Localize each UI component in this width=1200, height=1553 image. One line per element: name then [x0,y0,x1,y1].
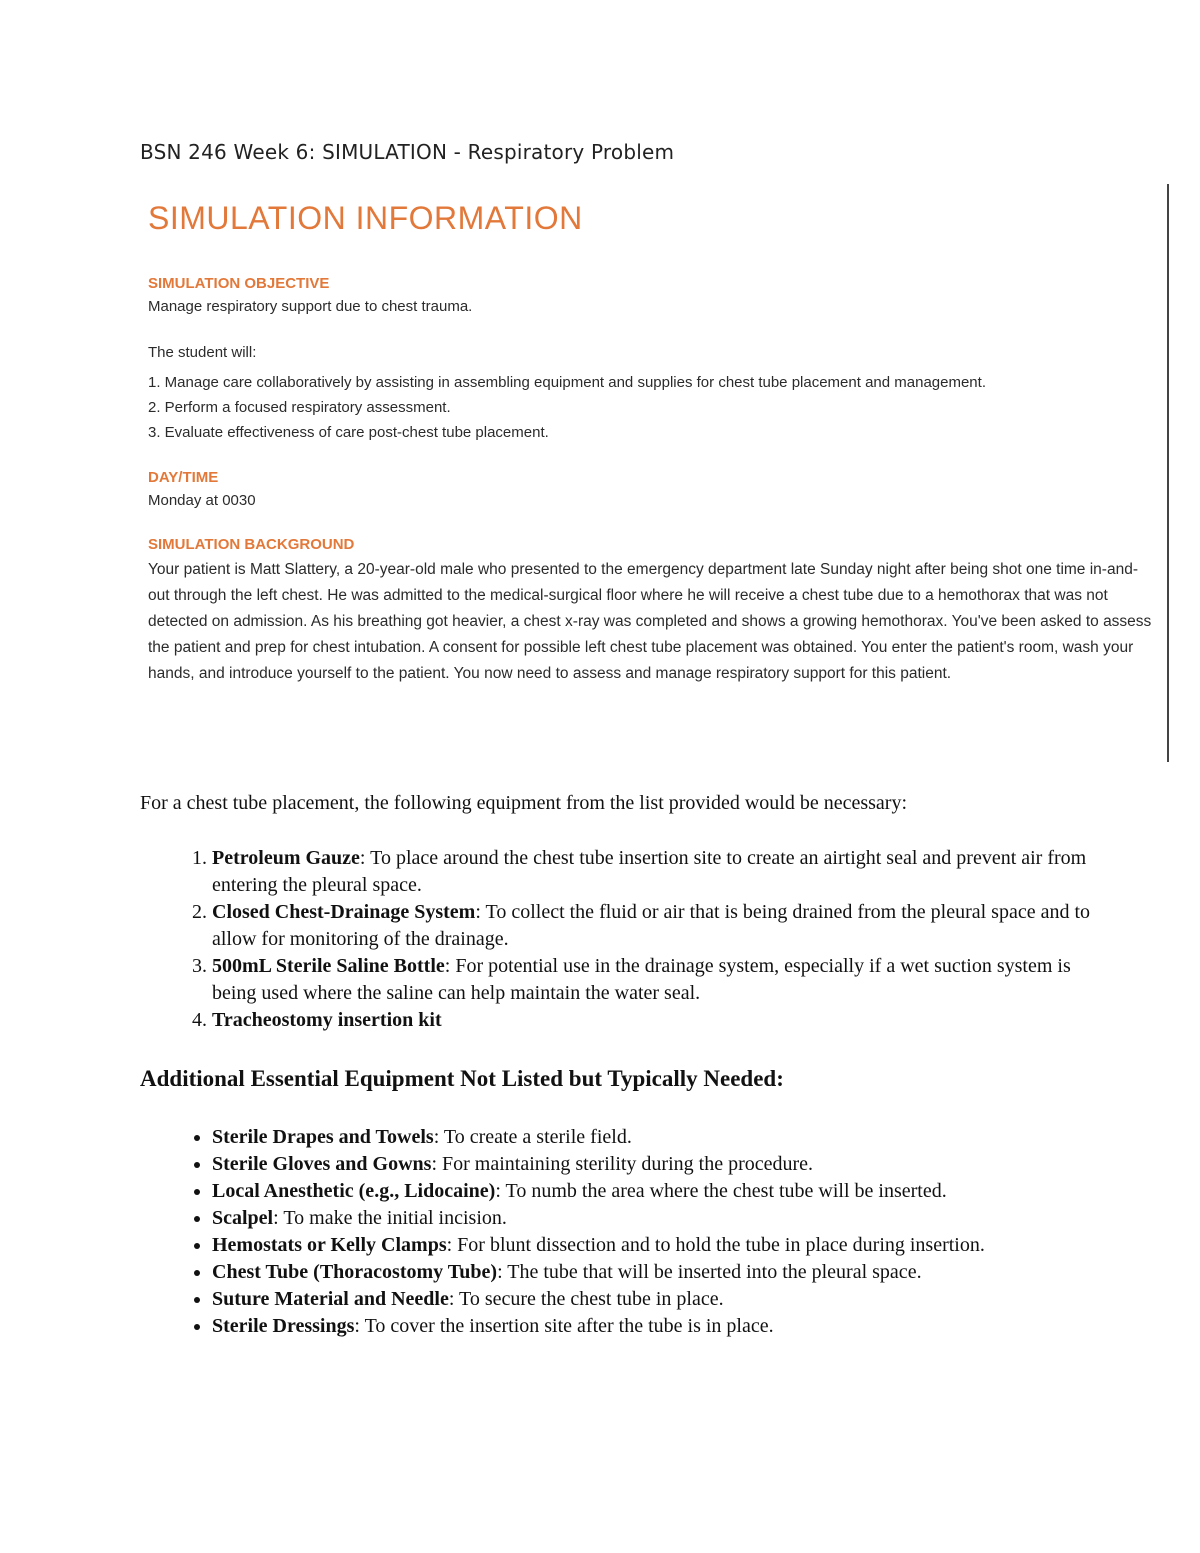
student-will-label: The student will: [148,344,257,361]
simulation-info-image [148,200,1158,711]
additional-item [212,1286,1100,1313]
daytime-heading: DAY/TIME [148,469,219,486]
equipment-item-name: Tracheostomy insertion kit [212,1009,442,1031]
equipment-item-desc: : For potential use in the drainage system, especially if a wet suction system is being used where the saline can help maintain the water seal. [212,955,1071,1004]
objective-section [148,275,1158,318]
equipment-list [140,845,1100,1034]
objective-text: Manage respiratory support due to chest trauma. [148,298,473,315]
equipment-item [212,953,1100,1007]
equipment-item-name: Petroleum Gauze [212,847,360,869]
additional-item-desc: : To numb the area where the chest tube will be inserted. [495,1180,947,1202]
additional-item-name: Sterile Drapes and Towels [212,1126,434,1148]
simulation-title: SIMULATION INFORMATION [148,200,583,236]
student-will-item: 2. Perform a focused respiratory assessment. [148,399,451,416]
background-heading: SIMULATION BACKGROUND [148,536,355,553]
additional-item-name: Sterile Dressings [212,1315,355,1337]
equipment-item-name: Closed Chest-Drainage System [212,901,476,923]
additional-item-name: Chest Tube (Thoracostomy Tube) [212,1261,498,1283]
additional-item [212,1259,1100,1286]
additional-item-name: Hemostats or Kelly Clamps [212,1234,447,1256]
additional-item-desc: : The tube that will be inserted into the pleural space. [497,1261,922,1283]
additional-item-name: Suture Material and Needle [212,1288,449,1310]
additional-item-desc: : To cover the insertion site after the tube is in place. [354,1315,774,1337]
additional-item [212,1232,1100,1259]
equipment-item [212,845,1100,899]
additional-equipment-heading: Additional Essential Equipment Not Listed but Typically Needed: [140,1066,784,1091]
document-body [140,790,1100,1340]
equipment-item-desc: : To place around the chest tube insertion site to create an airtight seal and prevent air from entering the pleural space. [212,847,1087,896]
vertical-divider [1167,184,1169,762]
daytime-text: Monday at 0030 [148,492,256,509]
additional-item-name: Scalpel [212,1207,274,1229]
additional-item [212,1178,1100,1205]
additional-item [212,1313,1100,1340]
equipment-intro: For a chest tube placement, the following equipment from the list provided would be necessary: [140,792,908,814]
additional-item-desc: : For blunt dissection and to hold the tube in place during insertion. [446,1234,985,1256]
daytime-section [148,469,1158,512]
additional-item-name: Local Anesthetic (e.g., Lidocaine) [212,1180,496,1202]
additional-item-desc: : To make the initial incision. [273,1207,507,1229]
additional-item [212,1205,1100,1232]
equipment-item-desc: : To collect the fluid or air that is being drained from the pleural space and to allow for monitoring of the drainage. [212,901,1091,950]
student-will-item: 3. Evaluate effectiveness of care post-chest tube placement. [148,424,549,441]
equipment-item [212,899,1100,953]
equipment-item-name: 500mL Sterile Saline Bottle [212,955,445,977]
document-header-title: BSN 246 Week 6: SIMULATION - Respiratory Problem [140,140,675,164]
student-will-item: 1. Manage care collaboratively by assisting in assembling equipment and supplies for chest tube placement and management. [148,374,986,391]
student-will-section [148,342,1158,445]
objective-heading: SIMULATION OBJECTIVE [148,275,330,292]
additional-item [212,1151,1100,1178]
equipment-item [212,1007,1100,1034]
background-text: Your patient is Matt Slattery, a 20-year-old male who presented to the emergency department late Sunday night after being shot one time in-and-out through the left chest. He was admitted to the medical-surgical floor where he will receive a chest tube due to a hemothorax that was not detected on admission. As his breathing got heavier, a chest x-ray was completed and shows a growing hemothorax. You've been asked to assess the patient and prep for chest intubation. A consent for possible left chest tube placement was obtained. You enter the patient's room, wash your hands, and introduce yourself to the patient. You now need to assess and manage respiratory support for this patient. [148,561,1152,682]
background-section [148,536,1158,687]
additional-item-desc: : To secure the chest tube in place. [448,1288,724,1310]
student-will-list [148,370,1158,445]
additional-item-desc: : To create a sterile field. [433,1126,632,1148]
additional-item [212,1124,1100,1151]
additional-item-desc: : For maintaining sterility during the procedure. [431,1153,814,1175]
additional-item-name: Sterile Gloves and Gowns [212,1153,432,1175]
additional-equipment-list [140,1124,1100,1340]
